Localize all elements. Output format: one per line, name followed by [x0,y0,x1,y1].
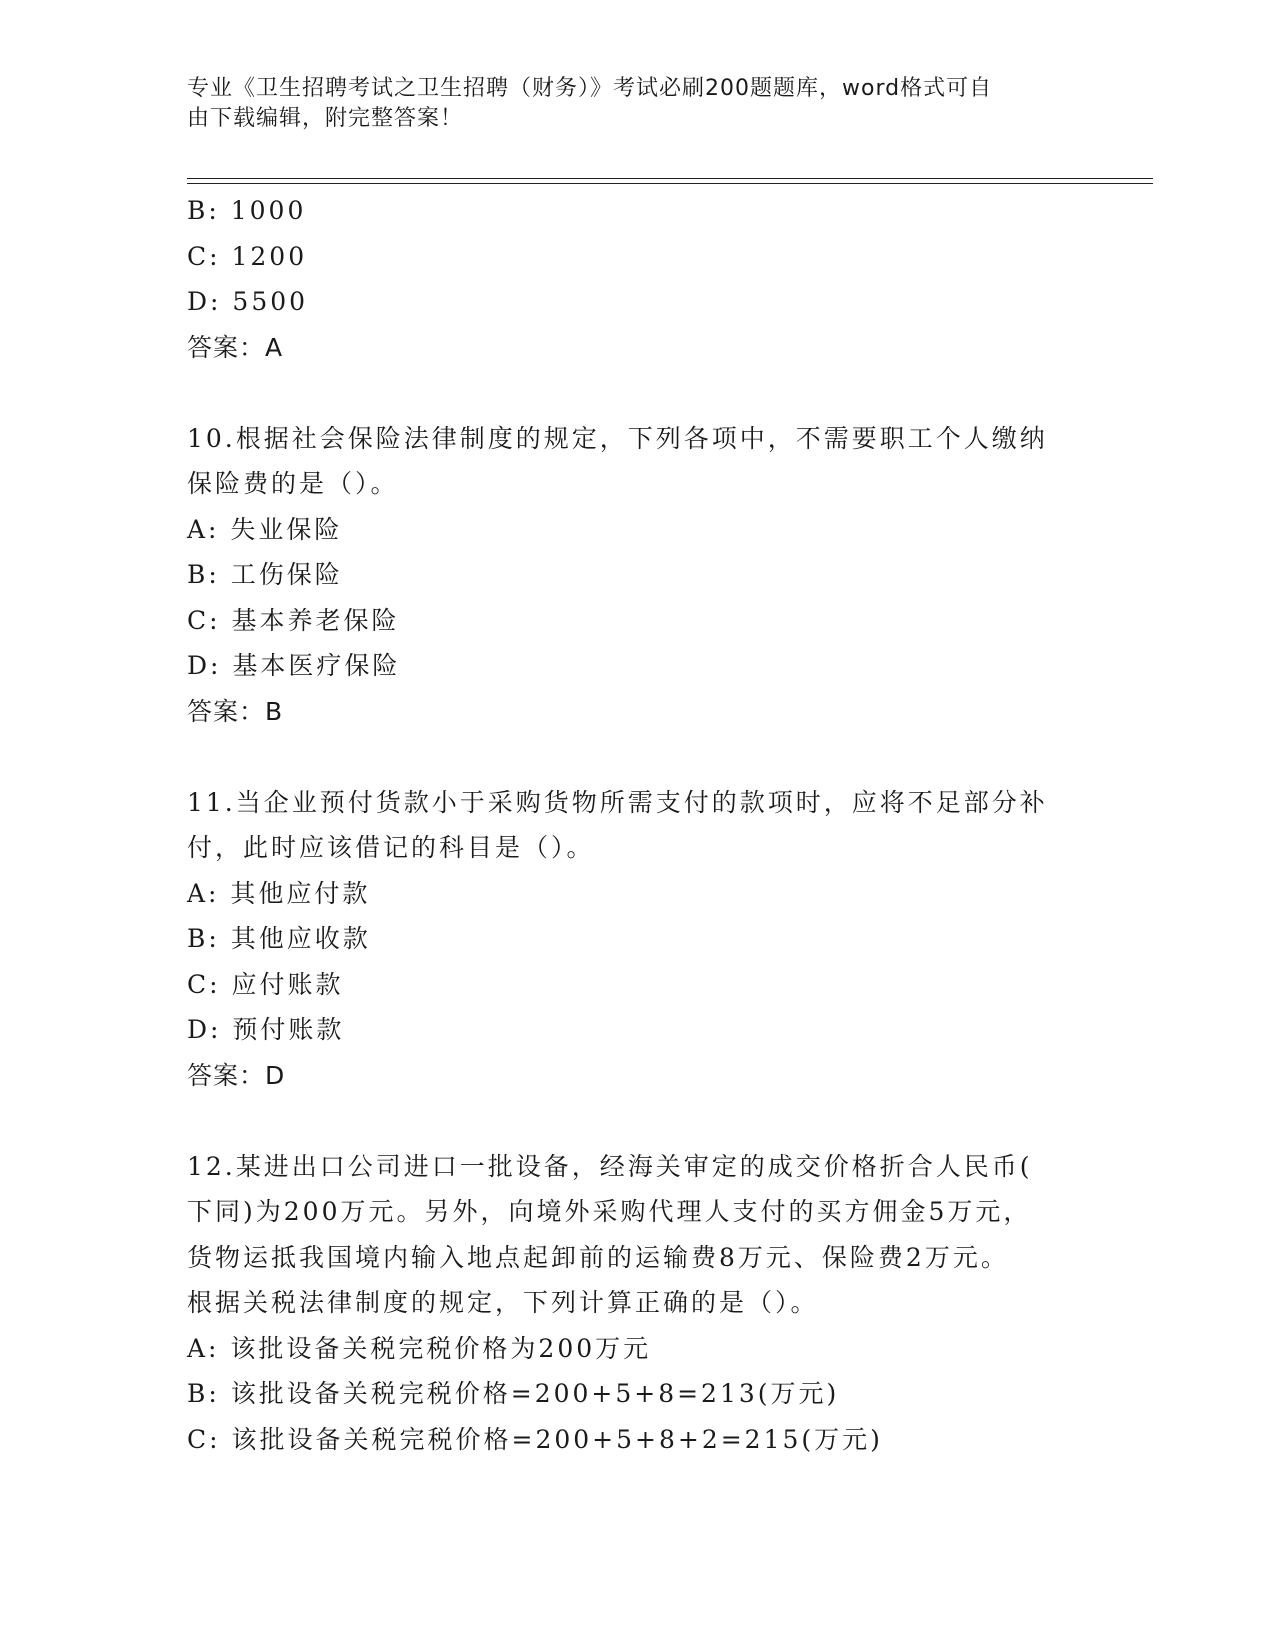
option-b: B: 其他应收款 [187,924,371,953]
option-a: A: 失业保险 [187,514,343,544]
option-c: C: 基本养老保险 [187,605,400,635]
question-12 [187,1144,1087,1463]
option-c: C: 应付账款 [187,969,344,999]
option-a: A: 其他应付款 [187,878,371,908]
question-stem-line: 付，此时应该借记的科目是（）。 [187,833,595,862]
spacer [187,1098,1087,1144]
header-divider-bottom [187,183,1153,184]
option-b: B: 工伤保险 [187,560,343,589]
question-10 [187,416,1087,735]
option-c: C: 该批设备关税完税价格=200+5+8+2=215(万元) [187,1424,883,1454]
question-9-partial [187,188,1087,370]
question-stem-line: 12.某进出口公司进口一批设备，经海关审定的成交价格折合人民币( [187,1151,1033,1181]
option-d: D: 5500 [187,287,309,316]
option-b: B: 1000 [187,196,307,225]
question-stem-line: 货物运抵我国境内输入地点起卸前的运输费8万元、保险费2万元。 [187,1242,1009,1272]
document-header [187,74,1067,134]
answer-label: 答案：B [187,696,284,726]
spacer [187,734,1087,780]
option-c: C: 1200 [187,241,308,271]
question-content [187,188,1087,1462]
option-a: A: 该批设备关税完税价格为200万元 [187,1333,652,1363]
answer-label: 答案：A [187,332,284,362]
option-b: B: 该批设备关税完税价格=200+5+8=213(万元) [187,1379,840,1408]
question-stem-line: 保险费的是（）。 [187,469,399,498]
option-d: D: 基本医疗保险 [187,651,401,680]
answer-label: 答案：D [187,1060,286,1090]
header-line-2: 由下载编辑，附完整答案！ [187,106,464,131]
question-stem-line: 10.根据社会保险法律制度的规定，下列各项中，不需要职工个人缴纳 [187,423,1048,453]
spacer [187,370,1087,416]
question-stem-line: 根据关税法律制度的规定，下列计算正确的是（）。 [187,1288,819,1317]
question-11 [187,780,1087,1099]
question-stem-line: 下同)为200万元。另外，向境外采购代理人支付的买方佣金5万元， [187,1197,1032,1226]
header-divider-top [187,178,1153,179]
question-stem-line: 11.当企业预付货款小于采购货物所需支付的款项时，应将不足部分补 [187,787,1048,817]
option-d: D: 预付账款 [187,1015,345,1044]
header-line-1: 专业《卫生招聘考试之卫生招聘（财务）》考试必刷200题题库，word格式可自 [187,76,993,101]
